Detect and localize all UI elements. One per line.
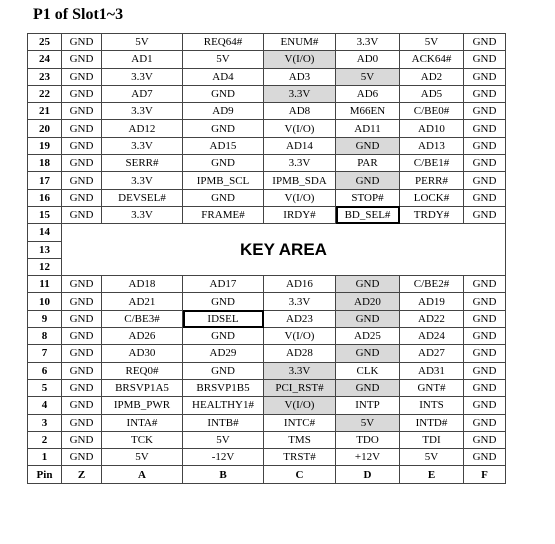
signal-cell: AD23 <box>264 310 336 327</box>
signal-cell: GND <box>464 431 506 448</box>
signal-cell: GND <box>62 397 102 414</box>
signal-cell: M66EN <box>336 103 400 120</box>
signal-cell: AD14 <box>264 137 336 154</box>
signal-cell: PCI_RST# <box>264 379 336 396</box>
pin-number: 24 <box>28 51 62 68</box>
signal-cell: AD8 <box>264 103 336 120</box>
signal-cell: AD13 <box>400 137 464 154</box>
signal-cell: 3.3V <box>102 206 183 223</box>
signal-cell: TCK <box>102 431 183 448</box>
signal-cell: GND <box>464 379 506 396</box>
signal-cell: 5V <box>102 449 183 466</box>
pin-row <box>28 103 506 120</box>
pin-number: 1 <box>28 449 62 466</box>
column-header: D <box>336 466 400 483</box>
signal-cell: GND <box>62 155 102 172</box>
pin-row <box>28 431 506 448</box>
pin-number: 18 <box>28 155 62 172</box>
pin-number: 20 <box>28 120 62 137</box>
signal-cell: AD5 <box>400 85 464 102</box>
signal-cell: AD6 <box>336 85 400 102</box>
signal-cell: GND <box>183 189 264 206</box>
signal-cell: REQ64# <box>183 34 264 51</box>
signal-cell: GND <box>62 345 102 362</box>
signal-cell: INTB# <box>183 414 264 431</box>
signal-cell: GND <box>62 431 102 448</box>
signal-cell: GND <box>464 362 506 379</box>
signal-cell: 3.3V <box>264 155 336 172</box>
signal-cell: +12V <box>336 449 400 466</box>
signal-cell: GND <box>464 414 506 431</box>
pin-row <box>28 362 506 379</box>
signal-cell: INTS <box>400 397 464 414</box>
signal-cell: INTD# <box>400 414 464 431</box>
signal-cell: AD21 <box>102 293 183 310</box>
pin-assignment-table <box>27 33 506 484</box>
signal-cell: AD4 <box>183 68 264 85</box>
key-area-label: KEY AREA <box>62 224 506 276</box>
pin-row <box>28 189 506 206</box>
signal-cell: GND <box>62 85 102 102</box>
signal-cell: IPMB_SDA <box>264 172 336 189</box>
pin-number: 9 <box>28 310 62 327</box>
signal-cell: GND <box>62 34 102 51</box>
pin-number: 23 <box>28 68 62 85</box>
signal-cell: GND <box>464 155 506 172</box>
column-header: C <box>264 466 336 483</box>
signal-cell: AD17 <box>183 276 264 293</box>
signal-cell: ACK64# <box>400 51 464 68</box>
signal-cell: TDO <box>336 431 400 448</box>
pin-row <box>28 328 506 345</box>
signal-cell: -12V <box>183 449 264 466</box>
signal-cell: V(I/O) <box>264 328 336 345</box>
pin-number: 19 <box>28 137 62 154</box>
signal-cell: AD26 <box>102 328 183 345</box>
signal-cell: 5V <box>183 431 264 448</box>
signal-cell: AD1 <box>102 51 183 68</box>
signal-cell: 3.3V <box>102 172 183 189</box>
pin-number: 11 <box>28 276 62 293</box>
signal-cell: AD24 <box>400 328 464 345</box>
signal-cell: BD_SEL# <box>336 206 400 223</box>
signal-cell: AD11 <box>336 120 400 137</box>
signal-cell: 3.3V <box>264 362 336 379</box>
column-header: F <box>464 466 506 483</box>
signal-cell: AD19 <box>400 293 464 310</box>
pin-number: 17 <box>28 172 62 189</box>
signal-cell: V(I/O) <box>264 51 336 68</box>
signal-cell: IRDY# <box>264 206 336 223</box>
signal-cell: GND <box>464 34 506 51</box>
signal-cell: C/BE1# <box>400 155 464 172</box>
signal-cell: GNT# <box>400 379 464 396</box>
signal-cell: GND <box>62 51 102 68</box>
signal-cell: GND <box>62 172 102 189</box>
signal-cell: C/BE3# <box>102 310 183 327</box>
pin-number: 16 <box>28 189 62 206</box>
pin-row <box>28 449 506 466</box>
signal-cell: AD9 <box>183 103 264 120</box>
signal-cell: GND <box>464 137 506 154</box>
column-header: E <box>400 466 464 483</box>
signal-cell: IPMB_SCL <box>183 172 264 189</box>
pin-row <box>28 310 506 327</box>
signal-cell: GND <box>62 328 102 345</box>
column-header: A <box>102 466 183 483</box>
signal-cell: PAR <box>336 155 400 172</box>
signal-cell: AD3 <box>264 68 336 85</box>
signal-cell: AD7 <box>102 85 183 102</box>
pin-row <box>28 345 506 362</box>
signal-cell: GND <box>464 189 506 206</box>
signal-cell: GND <box>336 345 400 362</box>
signal-cell: IDSEL <box>183 310 264 327</box>
signal-cell: AD27 <box>400 345 464 362</box>
pin-row <box>28 293 506 310</box>
signal-cell: TRST# <box>264 449 336 466</box>
signal-cell: AD31 <box>400 362 464 379</box>
pin-number: 6 <box>28 362 62 379</box>
signal-cell: GND <box>62 414 102 431</box>
signal-cell: AD22 <box>400 310 464 327</box>
signal-cell: TMS <box>264 431 336 448</box>
signal-cell: AD28 <box>264 345 336 362</box>
page-title: P1 of Slot1~3 <box>33 6 124 23</box>
pin-header: Pin <box>28 466 62 483</box>
signal-cell: GND <box>183 328 264 345</box>
signal-cell: AD0 <box>336 51 400 68</box>
pin-number: 5 <box>28 379 62 396</box>
pin-number: 21 <box>28 103 62 120</box>
signal-cell: AD2 <box>400 68 464 85</box>
signal-cell: GND <box>183 120 264 137</box>
pin-row <box>28 137 506 154</box>
signal-cell: 5V <box>336 414 400 431</box>
signal-cell: HEALTHY1# <box>183 397 264 414</box>
signal-cell: 5V <box>400 449 464 466</box>
signal-cell: V(I/O) <box>264 397 336 414</box>
signal-cell: GND <box>62 310 102 327</box>
signal-cell: SERR# <box>102 155 183 172</box>
pin-number: 3 <box>28 414 62 431</box>
signal-cell: FRAME# <box>183 206 264 223</box>
signal-cell: 3.3V <box>264 85 336 102</box>
pin-row <box>28 155 506 172</box>
column-header: Z <box>62 466 102 483</box>
signal-cell: 5V <box>102 34 183 51</box>
signal-cell: AD18 <box>102 276 183 293</box>
signal-cell: INTA# <box>102 414 183 431</box>
pin-number: 15 <box>28 206 62 223</box>
signal-cell: GND <box>464 51 506 68</box>
signal-cell: GND <box>62 206 102 223</box>
signal-cell: C/BE2# <box>400 276 464 293</box>
signal-cell: GND <box>336 276 400 293</box>
pin-row <box>28 172 506 189</box>
signal-cell: V(I/O) <box>264 189 336 206</box>
signal-cell: STOP# <box>336 189 400 206</box>
signal-cell: GND <box>183 293 264 310</box>
pin-number: 4 <box>28 397 62 414</box>
signal-cell: GND <box>62 137 102 154</box>
signal-cell: GND <box>62 449 102 466</box>
signal-cell: AD25 <box>336 328 400 345</box>
pin-row <box>28 276 506 293</box>
signal-cell: GND <box>464 345 506 362</box>
signal-cell: GND <box>464 85 506 102</box>
signal-cell: GND <box>464 120 506 137</box>
signal-cell: INTC# <box>264 414 336 431</box>
signal-cell: IPMB_PWR <box>102 397 183 414</box>
signal-cell: 5V <box>183 51 264 68</box>
signal-cell: BRSVP1A5 <box>102 379 183 396</box>
pin-number: 13 <box>28 241 62 258</box>
signal-cell: GND <box>183 362 264 379</box>
signal-cell: GND <box>62 120 102 137</box>
signal-cell: AD10 <box>400 120 464 137</box>
signal-cell: GND <box>464 449 506 466</box>
signal-cell: 3.3V <box>336 34 400 51</box>
signal-cell: LOCK# <box>400 189 464 206</box>
pin-row <box>28 379 506 396</box>
signal-cell: AD20 <box>336 293 400 310</box>
signal-cell: GND <box>464 276 506 293</box>
signal-cell: TDI <box>400 431 464 448</box>
pin-row <box>28 68 506 85</box>
column-header: B <box>183 466 264 483</box>
signal-cell: AD12 <box>102 120 183 137</box>
signal-cell: GND <box>336 137 400 154</box>
signal-cell: GND <box>62 276 102 293</box>
signal-cell: AD15 <box>183 137 264 154</box>
signal-cell: GND <box>464 397 506 414</box>
signal-cell: GND <box>464 206 506 223</box>
signal-cell: AD29 <box>183 345 264 362</box>
signal-cell: ENUM# <box>264 34 336 51</box>
pin-row <box>28 414 506 431</box>
signal-cell: GND <box>62 379 102 396</box>
signal-cell: GND <box>464 103 506 120</box>
signal-cell: GND <box>464 328 506 345</box>
pin-number: 10 <box>28 293 62 310</box>
pin-row <box>28 224 506 241</box>
signal-cell: GND <box>62 189 102 206</box>
signal-cell: V(I/O) <box>264 120 336 137</box>
signal-cell: GND <box>183 85 264 102</box>
signal-cell: AD16 <box>264 276 336 293</box>
signal-cell: 5V <box>336 68 400 85</box>
pin-row <box>28 34 506 51</box>
signal-cell: 3.3V <box>264 293 336 310</box>
pin-number: 14 <box>28 224 62 241</box>
signal-cell: GND <box>183 155 264 172</box>
signal-cell: PERR# <box>400 172 464 189</box>
pin-row <box>28 120 506 137</box>
column-header-row <box>28 466 506 483</box>
signal-cell: BRSVP1B5 <box>183 379 264 396</box>
pin-number: 22 <box>28 85 62 102</box>
signal-cell: GND <box>336 172 400 189</box>
signal-cell: GND <box>336 379 400 396</box>
signal-cell: GND <box>464 172 506 189</box>
signal-cell: TRDY# <box>400 206 464 223</box>
signal-cell: GND <box>62 103 102 120</box>
signal-cell: 3.3V <box>102 137 183 154</box>
pin-table-body <box>28 34 506 484</box>
pin-row <box>28 397 506 414</box>
pin-row <box>28 85 506 102</box>
pin-number: 12 <box>28 258 62 275</box>
pin-number: 7 <box>28 345 62 362</box>
signal-cell: GND <box>62 68 102 85</box>
signal-cell: GND <box>464 310 506 327</box>
signal-cell: GND <box>336 310 400 327</box>
signal-cell: AD30 <box>102 345 183 362</box>
signal-cell: INTP <box>336 397 400 414</box>
pin-row <box>28 51 506 68</box>
signal-cell: GND <box>62 293 102 310</box>
signal-cell: DEVSEL# <box>102 189 183 206</box>
pin-number: 2 <box>28 431 62 448</box>
signal-cell: REQ0# <box>102 362 183 379</box>
pin-number: 25 <box>28 34 62 51</box>
signal-cell: 3.3V <box>102 68 183 85</box>
signal-cell: 5V <box>400 34 464 51</box>
signal-cell: GND <box>464 68 506 85</box>
pin-number: 8 <box>28 328 62 345</box>
signal-cell: GND <box>464 293 506 310</box>
signal-cell: C/BE0# <box>400 103 464 120</box>
signal-cell: GND <box>62 362 102 379</box>
pin-row <box>28 206 506 223</box>
signal-cell: 3.3V <box>102 103 183 120</box>
signal-cell: CLK <box>336 362 400 379</box>
